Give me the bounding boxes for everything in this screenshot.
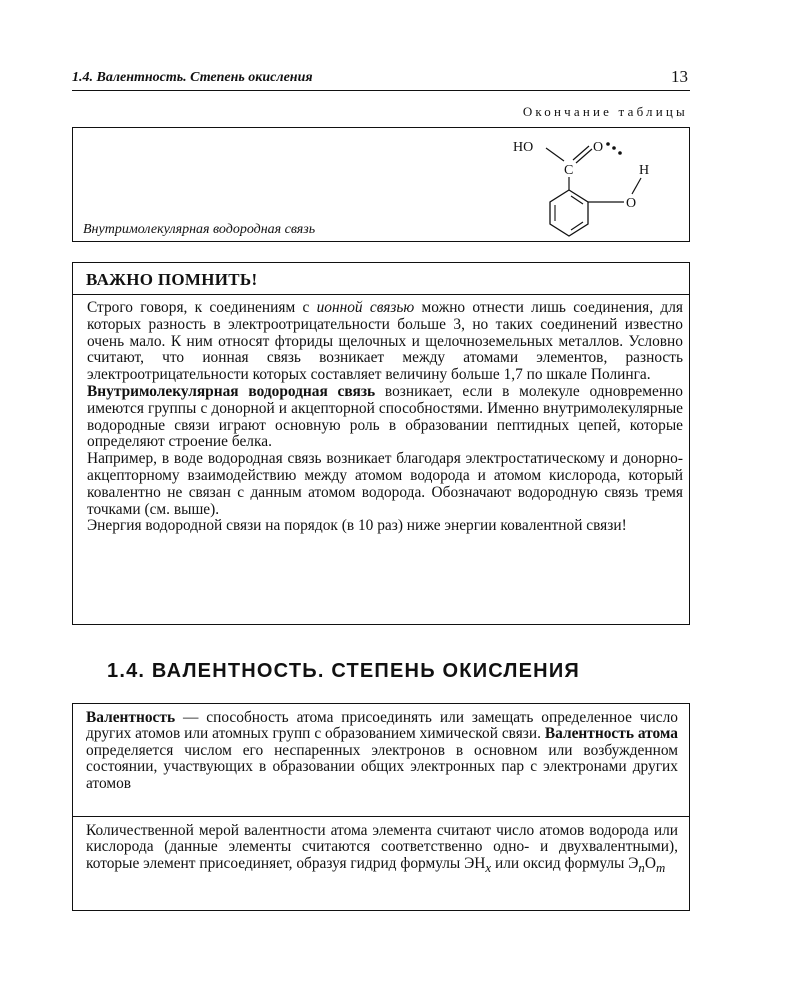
oxygen-hydroxyl-label: O (626, 196, 637, 211)
subscript-x: x (485, 860, 492, 875)
hydrogen-bond-caption: Внутримолекулярная водородная связь (83, 222, 316, 237)
subscript-m: m (655, 860, 666, 875)
chemistry-table-cell (72, 127, 690, 242)
atom-valence-definition: определяется числом его неспаренных электронов в основном или возбужденном состоянии, участвующих в образовании общих электронных пар с электронами других атомов (86, 741, 678, 792)
running-head (72, 67, 688, 90)
salicylic-acid-structure (433, 128, 683, 241)
ionic-bond-term: ионной связью (316, 299, 415, 316)
important-body (87, 300, 683, 535)
intramolecular-term: Внутримолекулярная водородная связь (87, 382, 376, 400)
bond-h-o (632, 178, 641, 194)
measure-text-b: или оксид формулы Э (491, 854, 639, 872)
running-title: 1.4. Валентность. Степень окисления (72, 70, 313, 85)
ionic-text-rest: можно отнести лишь соединения, для которых разность в электроотрицательности больше 3, но таких соединений известно очень мало. К ним относят фториды щелочных и щелочноземельных металлов. Условно считают, что ионная связь возникает между атомами элементов, разность электроотрицательности которых составляет величину больше 1,7 по шкале Полинга. (87, 299, 683, 384)
intramolecular-text: возникает, если в молекуле одновременно имеются группы с донорной и акцепторной способностями. Именно внутримолекулярные водородные связи играют основную роль в образовании пептидных цепей, которые определяют строение белка. (87, 382, 683, 451)
important-title: ВАЖНО ПОМНИТЬ! (86, 270, 258, 289)
valence-definition-text (86, 710, 678, 792)
important-header (73, 263, 689, 295)
valence-definition-section (73, 704, 689, 817)
valence-definition: — способность атома присоединять или замещать определенное число других атомов или атомных групп с образованием химической связи. (86, 709, 678, 743)
paragraph-energy: Энергия водородной связи на порядок (в 10 раз) ниже энергии ковалентной связи! (87, 517, 627, 535)
important-note-box (72, 262, 690, 625)
measure-text-c: O (644, 854, 656, 872)
hydrogen-label: H (639, 163, 650, 178)
definition-box (72, 703, 690, 911)
h-bond-dot-2 (612, 146, 616, 150)
ho-label: HO (513, 140, 534, 155)
paragraph-ionic-bond (87, 300, 683, 384)
section-heading: 1.4. ВАЛЕНТНОСТЬ. СТЕПЕНЬ ОКИСЛЕНИЯ (107, 660, 580, 682)
paragraph-water-example: Например, в воде водородная связь возникает благодаря электростатическому и донорно-акцепторному взаимодействию между атомом водорода и атомом кислорода, который ковалентно не связан с данным атомом водорода. Обозначают водородную связь тремя точками (см. выше). (87, 450, 683, 518)
subscript-n: n (638, 860, 645, 875)
valence-term: Валентность (86, 709, 176, 726)
valence-measure-text (86, 823, 678, 876)
measure-text-a: Количественной мерой валентности атома элемента считают число атомов водорода или кислорода (данные элементы считаются соответственно одно- и двухвалентными), которые элемент присоединяет, образуя гидрид формулы ЭН (86, 822, 678, 872)
ionic-text-start: Строго говоря, к соединениям с (87, 299, 317, 316)
h-bond-dot-1 (606, 142, 610, 146)
h-bond-dot-3 (618, 151, 622, 155)
atom-valence-term: Валентность атома (544, 725, 678, 743)
page-number: 13 (671, 67, 688, 86)
benzene-ring (550, 190, 588, 236)
oxygen-carbonyl-label: O (593, 140, 604, 155)
header-rule (72, 90, 690, 91)
paragraph-intramolecular (87, 384, 683, 451)
bond-ho-c (546, 148, 564, 161)
carbon-label: C (564, 163, 574, 178)
table-continuation-note: Окончание таблицы (522, 104, 688, 119)
